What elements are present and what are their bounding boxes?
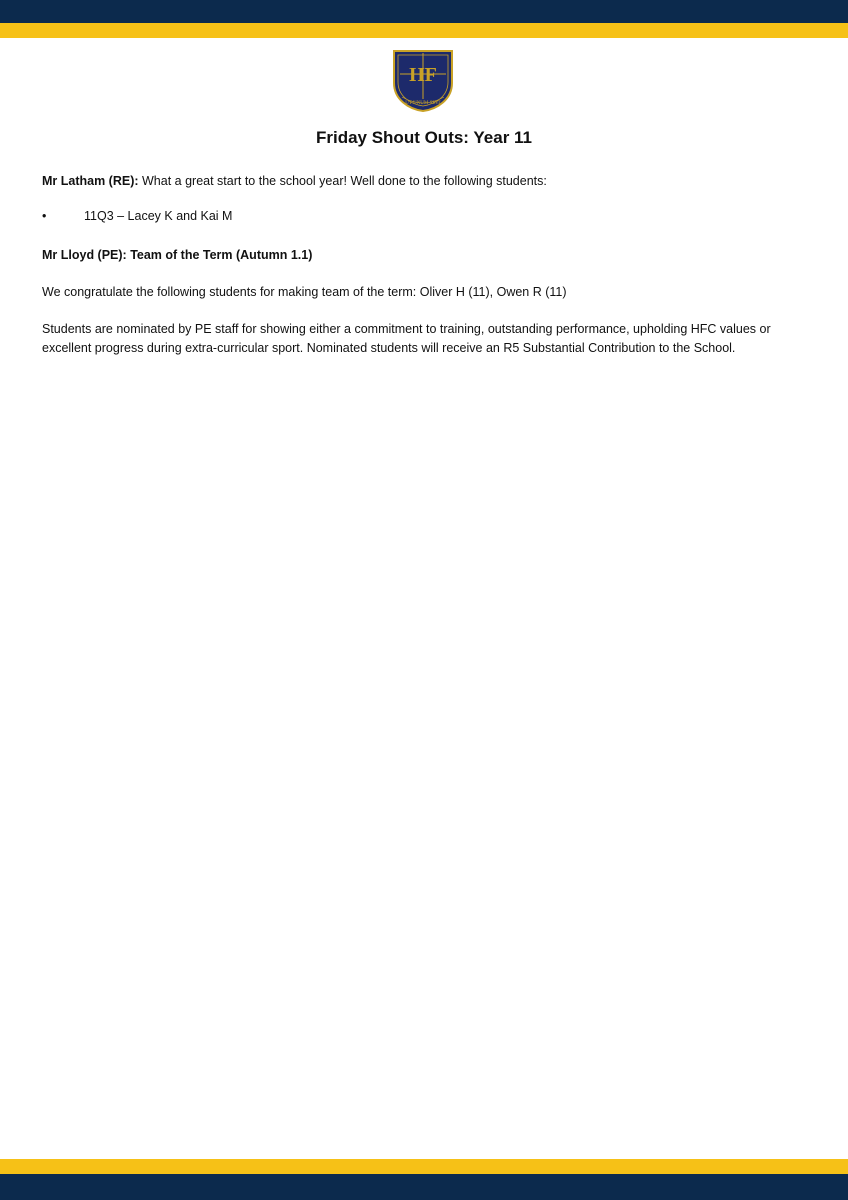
section2-heading (42, 246, 812, 265)
section2-heading-text: Mr Lloyd (PE): Team of the Term (Autumn 1.1) (42, 248, 313, 262)
bullet-icon: • (42, 209, 47, 223)
school-crest-logo (390, 47, 456, 113)
header-navy-band (0, 0, 848, 23)
footer-gold-band (0, 1159, 848, 1174)
section2-paragraph-2: Students are nominated by PE staff for showing either a commitment to training, outstanding performance, upholding HFC values or excellent progress during extra-curricular sport. Nominated students will receive an R5 Substantial Contribution to the School. (42, 322, 771, 355)
document-title: Friday Shout Outs: Year 11 (315, 128, 533, 147)
svg-text:HF: HF (409, 64, 437, 86)
list-item-text: 11Q3 – Lacey K and Kai M (84, 209, 233, 223)
header-gold-band (0, 23, 848, 38)
section2-paragraph-1: We congratulate the following students for making team of the term: Oliver H (11), Owen R (11) (42, 285, 567, 299)
section1-heading: Mr Latham (RE): (42, 174, 139, 188)
section1-paragraph (42, 172, 812, 191)
section1-text: What a great start to the school year! Well done to the following students: (138, 174, 547, 188)
footer-navy-band (0, 1174, 848, 1200)
svg-text:UT UNUM SINT: UT UNUM SINT (405, 101, 441, 106)
